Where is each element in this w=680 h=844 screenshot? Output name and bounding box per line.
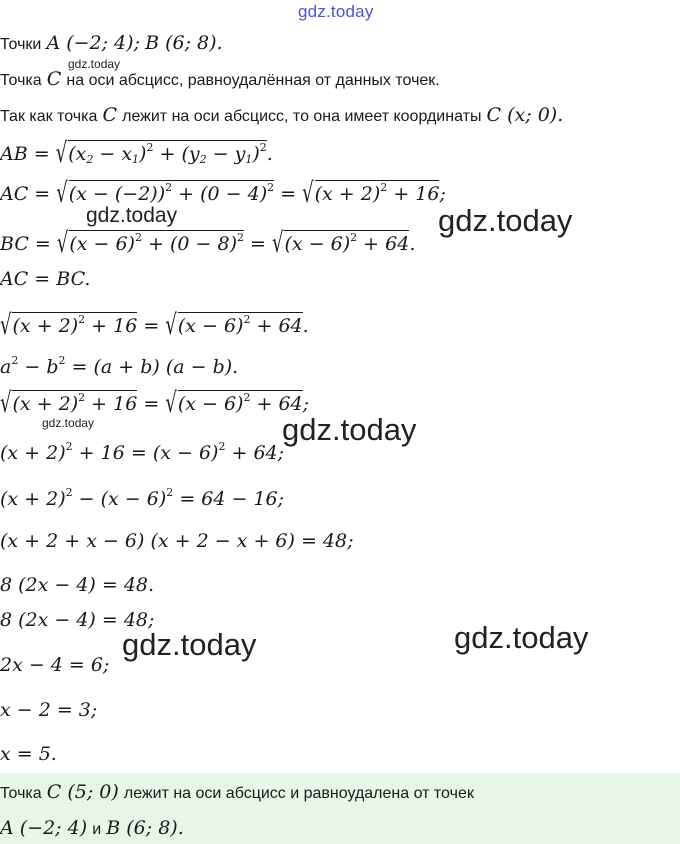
ac-radicand-1: $(x - (-2))^2 + (0 - 4)^2$ [68,181,275,205]
ac-radicand-2: $(x + 2)^2 + 16$ [314,181,440,205]
reason-mid: лежит на оси абсцисс, то она имеет координаты [122,108,482,125]
watermark-5: gdz.today [282,412,417,447]
reason-line [0,104,563,126]
dot: . [266,143,273,165]
answer-mid: лежит на оси абсцисс и равноудалена от точек [123,785,474,802]
equals: = [143,315,160,337]
dot: . [302,315,309,337]
equals: = [250,233,266,255]
equation-9: x − 2 = 3; [0,699,98,721]
equation-radicals [0,309,309,342]
separator: ; [133,32,140,54]
separator: ; [439,183,446,205]
answer-start: Точка [0,785,42,802]
equation-4: $(x + 2)^2 - (x - 6)^2 = 64 - 16$; [0,486,285,510]
eq2-radicand-1: $(x + 2)^2 + 16$ [12,391,138,415]
answer-point-a: A (−2; 4) [0,817,88,839]
ac-formula [0,177,446,210]
ab-formula [0,137,273,170]
sqrt-icon: √ [0,309,12,342]
watermark-top: gdz.today [298,2,374,21]
watermark-7: gdz.today [454,620,589,655]
difference-of-squares: $a^2 - b^2 = (a + b) (a - b)$. [0,354,239,378]
sqrt-icon: √ [0,387,12,420]
equals: = [280,183,297,205]
sqrt-icon: √ [272,227,284,260]
watermark-6: gdz.today [122,627,257,662]
eq1-radicand-1: $(x + 2)^2 + 16$ [12,313,138,337]
equation-10: x = 5. [0,743,57,765]
watermark-1: gdz.today [68,57,121,71]
answer-and: и [92,821,102,838]
point-c-rest: на оси абсцисс, равноудалённая от данных точек. [66,72,440,89]
point-c-label: Точка [0,72,42,89]
sqrt-icon: √ [55,137,68,170]
equation-6: 8 (2x − 4) = 48. [0,574,155,596]
dot: . [216,32,223,54]
bc-formula [0,227,416,260]
equals: = [143,393,160,415]
equation-3: $(x + 2)^2 + 16 = (x - 6)^2 + 64$; [0,440,285,464]
bc-radicand-2: $(x - 6)^2 + 64$ [284,231,410,255]
answer-point-c: C (5; 0) [46,781,119,803]
point-c-coords: C (x; 0) [486,104,558,126]
watermark-3: gdz.today [438,203,573,238]
eq1-radicand-2: $(x - 6)^2 + 64$ [177,313,303,337]
sqrt-icon: √ [165,387,177,420]
dot: . [557,104,564,126]
point-c-inline: C [102,104,118,126]
dot: . [409,233,416,255]
sqrt-icon: √ [56,227,69,260]
ab-radicand: $(x_2 - x_1)^2 + (y_2 - y_1)^2$ [68,141,267,166]
separator: ; [302,393,310,415]
point-c: C [46,68,62,90]
equation-5: (x + 2 + x − 6) (x + 2 − x + 6) = 48; [0,530,354,552]
ac-equals-bc: AC = BC. [0,268,91,290]
reason-start: Так как точка [0,108,98,125]
ac-lhs: AC = [0,183,51,205]
points-label: Точки [0,36,42,53]
sqrt-icon: √ [56,177,68,210]
ab-lhs: AB = [0,143,50,165]
equation-7: 8 (2x − 4) = 48; [0,609,155,631]
dot: . [177,817,184,839]
watermark-2: gdz.today [86,204,178,227]
point-a: A (−2; 4) [46,32,134,54]
bc-lhs: BC = [0,233,51,255]
given-points-line [0,32,223,54]
point-c-line [0,68,440,90]
answer-point-b: B (6; 8) [106,817,178,839]
answer-box [0,773,680,844]
answer-line-1 [0,781,474,803]
eq2-radicand-2: $(x - 6)^2 + 64$ [177,391,303,415]
sqrt-icon: √ [165,309,177,342]
answer-line-2 [0,817,184,839]
watermark-4: gdz.today [42,416,95,430]
point-b: B (6; 8) [145,32,217,54]
equation-radicals-2 [0,387,310,420]
equation-8: 2x − 4 = 6; [0,654,110,676]
bc-radicand-1: $(x - 6)^2 + (0 - 8)^2$ [69,231,244,255]
sqrt-icon: √ [302,177,314,210]
